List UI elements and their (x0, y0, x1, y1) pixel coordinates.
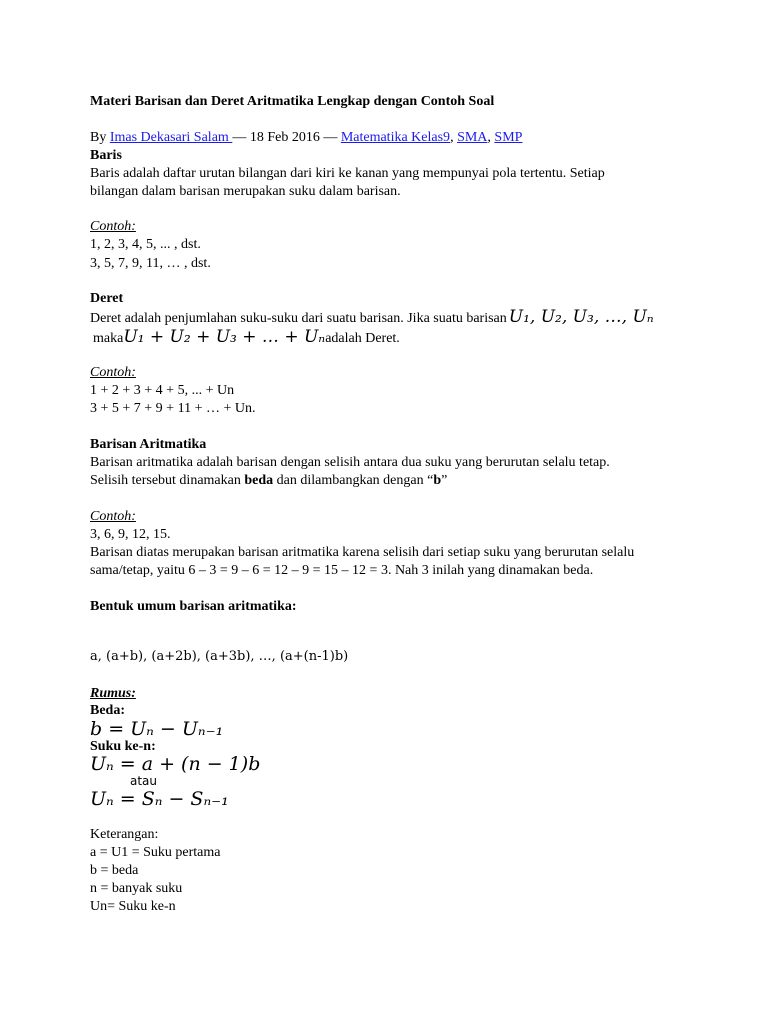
paragraph-text: dan dilambangkan dengan “ (273, 473, 434, 488)
example-line: 3, 5, 7, 9, 11, … , dst. (90, 256, 211, 271)
paragraph-text: ” (441, 473, 448, 488)
byline-separator: , (487, 130, 495, 145)
example-label: Contoh: (90, 219, 136, 234)
category-link-sma[interactable]: SMA (457, 130, 488, 145)
keterangan-item: a = U1 = Suku pertama (90, 845, 221, 860)
example-label: Contoh: (90, 509, 136, 524)
paragraph-line: Barisan diatas merupakan barisan aritmatika karena selisih dari setiap suku yang berurutan selalu (90, 545, 635, 560)
suku-formula: Uₙ = a + (n − 1)b (90, 753, 261, 775)
suku-formula-alt: Uₙ = Sₙ − Sₙ₋₁ (90, 788, 229, 810)
maka-text: maka (93, 331, 124, 346)
deret-sum-line (93, 328, 400, 348)
section-heading-deret: Deret (90, 291, 124, 306)
paragraph-text: Deret adalah penjumlahan suku-suku dari suatu barisan. Jika suatu barisan (90, 311, 507, 326)
paragraph-text: Selisih tersebut dinamakan (90, 473, 245, 488)
example-line: 3 + 5 + 7 + 9 + 11 + … + Un. (90, 401, 256, 416)
paragraph-line: bilangan dalam barisan merupakan suku dalam barisan. (90, 184, 401, 199)
keterangan-item: n = banyak suku (90, 881, 183, 896)
section-heading-barisan-aritmatika: Barisan Aritmatika (90, 437, 207, 452)
beda-label: Beda: (90, 703, 125, 718)
category-link-matematika-kelas9[interactable]: Matematika Kelas9 (340, 130, 451, 145)
paragraph-line (90, 472, 447, 490)
keterangan-heading: Keterangan: (90, 827, 159, 842)
paragraph-text: adalah Deret. (325, 331, 400, 346)
byline (90, 129, 522, 147)
deret-definition-line (90, 308, 654, 328)
author-link[interactable]: Imas Dekasari Salam (109, 130, 233, 145)
sequence-formula: U₁, U₂, U₃, …, Uₙ (508, 307, 654, 327)
b-bold: b (433, 473, 442, 488)
section-heading-baris: Baris (90, 148, 122, 163)
byline-date: — 18 Feb 2016 — (232, 130, 341, 145)
category-link-smp[interactable]: SMP (494, 130, 523, 145)
byline-separator: , (450, 130, 458, 145)
byline-by: By (90, 130, 110, 145)
sum-formula: U₁ + U₂ + U₃ + … + Uₙ (123, 327, 326, 347)
example-line: 1 + 2 + 3 + 4 + 5, ... + Un (90, 383, 235, 398)
section-heading-bentuk-umum: Bentuk umum barisan aritmatika: (90, 599, 297, 614)
paragraph-line: sama/tetap, yaitu 6 – 3 = 9 – 6 = 12 – 9 = 15 – 12 = 3. Nah 3 inilah yang dinamakan beda. (90, 563, 594, 578)
page-title: Materi Barisan dan Deret Aritmatika Lengkap dengan Contoh Soal (90, 94, 495, 109)
general-form-formula: a, (a+b), (a+2b), (a+3b), …, (a+(n-1)b) (90, 649, 349, 664)
paragraph-line: Baris adalah daftar urutan bilangan dari kiri ke kanan yang mempunyai pola tertentu. Setiap (90, 166, 605, 181)
example-line: 1, 2, 3, 4, 5, ... , dst. (90, 237, 201, 252)
suku-ke-n-label: Suku ke-n: (90, 739, 156, 754)
beda-formula: b = Uₙ − Uₙ₋₁ (90, 718, 224, 740)
beda-bold: beda (244, 473, 274, 488)
paragraph-line: Barisan aritmatika adalah barisan dengan selisih antara dua suku yang berurutan selalu tetap. (90, 455, 610, 470)
atau-text: atau (130, 774, 158, 788)
keterangan-item: b = beda (90, 863, 139, 878)
keterangan-item: Un= Suku ke-n (90, 899, 176, 914)
example-label: Contoh: (90, 365, 136, 380)
section-heading-rumus: Rumus: (90, 686, 136, 701)
example-line: 3, 6, 9, 12, 15. (90, 527, 171, 542)
